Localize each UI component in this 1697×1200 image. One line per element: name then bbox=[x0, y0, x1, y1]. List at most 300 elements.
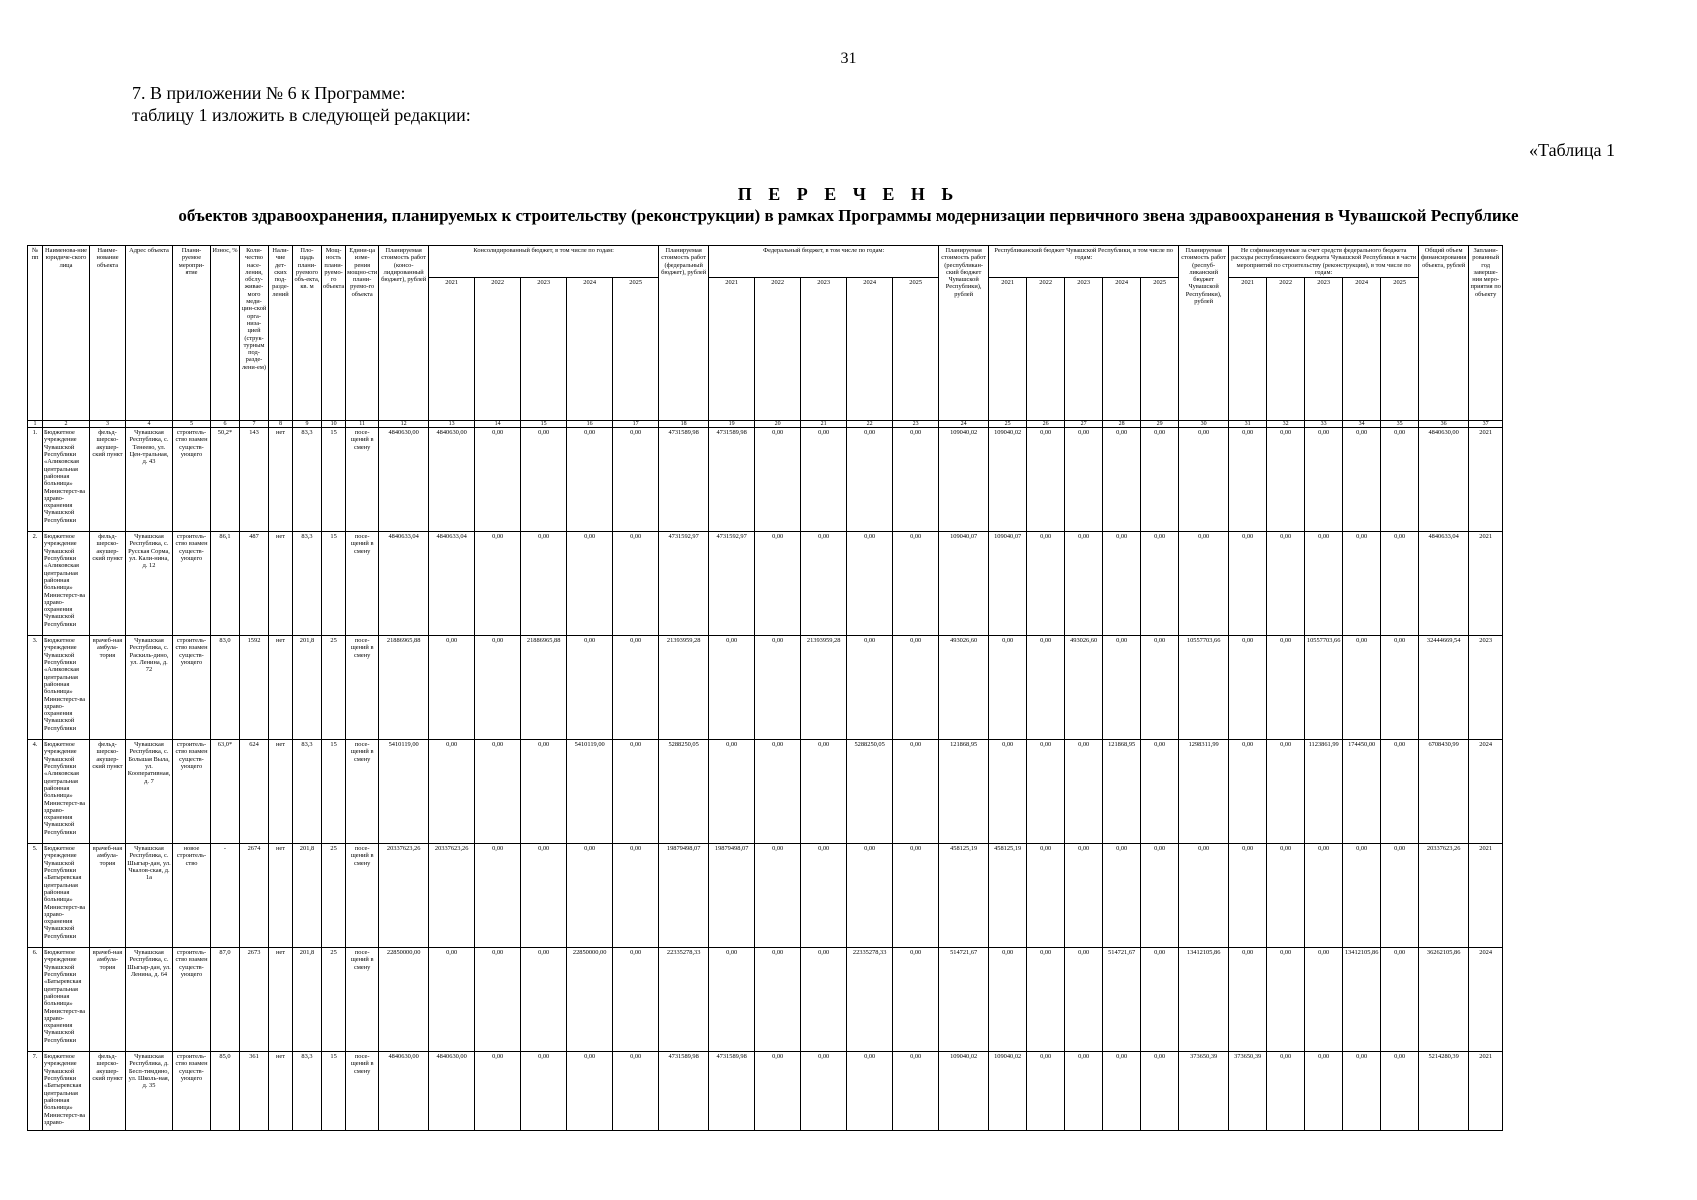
table-cell: Чувашская Республика, с. Тенеево, ул. Цен-тральная, д. 43 bbox=[126, 428, 173, 532]
table-cell: 0,00 bbox=[1381, 844, 1419, 948]
table-cell: 19879498,07 bbox=[709, 844, 755, 948]
table-cell: 0,00 bbox=[1305, 428, 1343, 532]
table-cell: 109040,02 bbox=[989, 428, 1027, 532]
table-cell: 4731592,97 bbox=[659, 532, 709, 636]
header-year: 2023 bbox=[1305, 278, 1343, 421]
table-cell: посе-щений в смену bbox=[346, 1052, 379, 1131]
table-cell: врачеб-ная амбула-тория bbox=[90, 636, 126, 740]
table-cell: 0,00 bbox=[567, 844, 613, 948]
header-year: 2024 bbox=[567, 278, 613, 421]
table-cell: 0,00 bbox=[521, 1052, 567, 1131]
table-cell: 13412105,86 bbox=[1179, 948, 1229, 1052]
column-number: 9 bbox=[293, 421, 322, 428]
table-cell: фельд-шерско-акушер-ский пункт bbox=[90, 1052, 126, 1131]
table-cell: 0,00 bbox=[1027, 636, 1065, 740]
table-cell: 83,0 bbox=[211, 636, 240, 740]
column-number: 13 bbox=[429, 421, 475, 428]
table-cell: Бюджетное учреждение Чувашской Республики «Аликовская центральная районная больница» Министерст-ва здраво-охранения Чувашской Республики bbox=[43, 636, 90, 740]
table-cell: 1592 bbox=[240, 636, 269, 740]
table-cell: 4840630,00 bbox=[1419, 428, 1469, 532]
table-cell: 0,00 bbox=[1343, 532, 1381, 636]
table-cell: 373650,39 bbox=[1179, 1052, 1229, 1131]
table-cell: Бюджетное учреждение Чувашской Республики «Батыревская центральная районная больница» Министерст-ва здраво-охранения Чувашской Республики bbox=[43, 844, 90, 948]
table-cell: 0,00 bbox=[709, 948, 755, 1052]
table-row bbox=[28, 844, 1503, 948]
table-cell: 0,00 bbox=[1343, 636, 1381, 740]
table-cell: 21886965,88 bbox=[521, 636, 567, 740]
table-cell: 0,00 bbox=[1229, 948, 1267, 1052]
table-cell: 1123861,99 bbox=[1305, 740, 1343, 844]
column-number: 7 bbox=[240, 421, 269, 428]
table-cell: 22335278,33 bbox=[659, 948, 709, 1052]
table-cell: 2673 bbox=[240, 948, 269, 1052]
table-cell: 0,00 bbox=[1267, 428, 1305, 532]
table-cell: 0,00 bbox=[755, 532, 801, 636]
header-consolidated-cost: Планируемая стоимость работ (консо-лидированный бюджет), рублей bbox=[379, 246, 429, 421]
table-cell: 15 bbox=[322, 740, 346, 844]
column-number: 22 bbox=[847, 421, 893, 428]
table-cell: посе-щений в смену bbox=[346, 428, 379, 532]
column-number: 20 bbox=[755, 421, 801, 428]
table-cell: Бюджетное учреждение Чувашской Республики «Аликовская центральная районная больница» Министерст-ва здраво-охранения Чувашской Республики bbox=[43, 532, 90, 636]
table-cell: 0,00 bbox=[1381, 636, 1419, 740]
table-cell: 19879498,07 bbox=[659, 844, 709, 948]
header-year-complete: Заплани-рованный год заверше-ния меро-приятия по объекту bbox=[1469, 246, 1503, 421]
table-cell: 0,00 bbox=[989, 740, 1027, 844]
header-area: Пло-щадь плани-руемого объ-екта, кв. м bbox=[293, 246, 322, 421]
table-cell: посе-щений в смену bbox=[346, 948, 379, 1052]
header-republic-cost-2: Планируемая стоимость работ (респуб-ликанский бюджет Чувашской Республики), рублей bbox=[1179, 246, 1229, 421]
table-cell: 0,00 bbox=[755, 844, 801, 948]
table-cell: нет bbox=[269, 532, 293, 636]
table-cell: фельд-шерско-акушер-ский пункт bbox=[90, 740, 126, 844]
table-cell: 0,00 bbox=[1103, 428, 1141, 532]
table-cell: строитель-ство взамен существ-ующего bbox=[173, 428, 211, 532]
table-cell: 0,00 bbox=[1141, 636, 1179, 740]
table-cell: 0,00 bbox=[893, 948, 939, 1052]
table-cell: 20337623,26 bbox=[379, 844, 429, 948]
table-cell: 201,8 bbox=[293, 844, 322, 948]
table-cell: 2021 bbox=[1469, 428, 1503, 532]
table-cell: 0,00 bbox=[1381, 532, 1419, 636]
table-cell: 0,00 bbox=[475, 1052, 521, 1131]
table-cell: 0,00 bbox=[429, 636, 475, 740]
table-cell: 15 bbox=[322, 1052, 346, 1131]
document-subtitle: объектов здравоохранения, планируемых к строительству (реконструкции) в рамках Программы модернизации первичного звена здравоохранения в Чувашской Республике bbox=[178, 206, 1519, 225]
table-cell: 0,00 bbox=[1267, 844, 1305, 948]
column-number: 24 bbox=[939, 421, 989, 428]
table-cell: 0,00 bbox=[1141, 1052, 1179, 1131]
table-cell: Чувашская Республика, с. Русская Сорма, ул. Кали-нина, д. 12 bbox=[126, 532, 173, 636]
table-cell: 0,00 bbox=[847, 844, 893, 948]
document-title: П Е Р Е Ч Е Н Ь bbox=[737, 184, 960, 204]
header-children: Нали-чие дет-ских под-разде-лений bbox=[269, 246, 293, 421]
table-cell: 0,00 bbox=[1343, 1052, 1381, 1131]
table-cell: 0,00 bbox=[893, 844, 939, 948]
table-cell: 2021 bbox=[1469, 844, 1503, 948]
table-cell: 0,00 bbox=[1229, 428, 1267, 532]
table-cell: 22335278,33 bbox=[847, 948, 893, 1052]
objects-table bbox=[27, 245, 1503, 1131]
intro-line-2: таблицу 1 изложить в следующей редакции: bbox=[132, 105, 471, 125]
table-cell: 0,00 bbox=[1065, 740, 1103, 844]
table-cell: 0,00 bbox=[1179, 844, 1229, 948]
table-cell: 21393959,28 bbox=[801, 636, 847, 740]
table-cell: Чувашская Республика, с. Шыгыр-дан, ул. Ленина, д. 64 bbox=[126, 948, 173, 1052]
table-cell: Чувашская Республика, с. Большая Выла, ул. Кооперативная, д. 7 bbox=[126, 740, 173, 844]
column-number: 16 bbox=[567, 421, 613, 428]
table-row bbox=[28, 740, 1503, 844]
table-cell: 0,00 bbox=[1141, 844, 1179, 948]
table-cell: 493026,60 bbox=[939, 636, 989, 740]
header-capacity: Мощ-ность плани-руемо-го объекта bbox=[322, 246, 346, 421]
table-cell: 0,00 bbox=[1103, 1052, 1141, 1131]
header-republic-cost: Планируемая стоимость работ (республикан-ский бюджет Чувашской Республики), рублей bbox=[939, 246, 989, 421]
table-cell: 0,00 bbox=[1229, 532, 1267, 636]
table-cell: 2024 bbox=[1469, 948, 1503, 1052]
table-cell: 0,00 bbox=[1065, 844, 1103, 948]
table-cell: 0,00 bbox=[1103, 532, 1141, 636]
table-cell: 0,00 bbox=[1381, 740, 1419, 844]
table-cell: 2021 bbox=[1469, 532, 1503, 636]
table-row bbox=[28, 948, 1503, 1052]
table-cell: 143 bbox=[240, 428, 269, 532]
table-cell: 4731592,97 bbox=[709, 532, 755, 636]
table-cell: посе-щений в смену bbox=[346, 636, 379, 740]
column-number: 26 bbox=[1027, 421, 1065, 428]
table-cell: 25 bbox=[322, 844, 346, 948]
table-cell: 4840630,00 bbox=[429, 1052, 475, 1131]
column-number: 17 bbox=[613, 421, 659, 428]
table-cell: 121868,95 bbox=[1103, 740, 1141, 844]
table-cell: 5410119,00 bbox=[379, 740, 429, 844]
table-cell: 0,00 bbox=[475, 532, 521, 636]
table-cell: 0,00 bbox=[893, 532, 939, 636]
table-cell: 0,00 bbox=[1027, 428, 1065, 532]
table-cell: Бюджетное учреждение Чувашской Республики «Батыревская центральная районная больница» Министерст-ва здраво- bbox=[43, 1052, 90, 1131]
table-cell: 0,00 bbox=[521, 532, 567, 636]
table-row bbox=[28, 1052, 1503, 1131]
intro-text bbox=[132, 82, 471, 126]
table-cell: 0,00 bbox=[567, 1052, 613, 1131]
table-cell: 4840630,00 bbox=[429, 428, 475, 532]
table-cell: 0,00 bbox=[1229, 740, 1267, 844]
table-cell: 0,00 bbox=[1065, 428, 1103, 532]
table-cell: 21393959,28 bbox=[659, 636, 709, 740]
table-cell: 4. bbox=[28, 740, 43, 844]
table-cell: 83,3 bbox=[293, 428, 322, 532]
table-cell: 0,00 bbox=[1141, 948, 1179, 1052]
table-cell: 0,00 bbox=[801, 1052, 847, 1131]
table-cell: 1. bbox=[28, 428, 43, 532]
table-cell: 0,00 bbox=[1027, 844, 1065, 948]
header-federal-cost: Планируемая стоимость работ (федеральный бюджет), рублей bbox=[659, 246, 709, 421]
header-year: 2022 bbox=[475, 278, 521, 421]
table-cell: 13412105,86 bbox=[1343, 948, 1381, 1052]
header-consolidated-group: Консолидированный бюджет, в том числе по годам: bbox=[429, 246, 659, 278]
table-cell: 22850000,00 bbox=[567, 948, 613, 1052]
header-year: 2025 bbox=[1141, 278, 1179, 421]
table-cell: 6708430,99 bbox=[1419, 740, 1469, 844]
table-cell: Бюджетное учреждение Чувашской Республики «Аликовская центральная районная больница» Министерст-ва здраво-охранения Чувашской Республики bbox=[43, 428, 90, 532]
table-cell: 87,0 bbox=[211, 948, 240, 1052]
table-cell: нет bbox=[269, 636, 293, 740]
header-year: 2025 bbox=[893, 278, 939, 421]
table-cell: 0,00 bbox=[475, 636, 521, 740]
header-wear: Износ, % bbox=[211, 246, 240, 421]
table-cell: 0,00 bbox=[755, 636, 801, 740]
table-cell: 0,00 bbox=[801, 948, 847, 1052]
column-number: 27 bbox=[1065, 421, 1103, 428]
table-cell: 0,00 bbox=[709, 740, 755, 844]
table-cell: 0,00 bbox=[755, 1052, 801, 1131]
table-cell: 109040,07 bbox=[939, 532, 989, 636]
column-number: 19 bbox=[709, 421, 755, 428]
table-cell: 5410119,00 bbox=[567, 740, 613, 844]
table-cell: 0,00 bbox=[755, 428, 801, 532]
table-cell: 0,00 bbox=[847, 1052, 893, 1131]
table-cell: 0,00 bbox=[1381, 1052, 1419, 1131]
column-number: 29 bbox=[1141, 421, 1179, 428]
table-cell: 0,00 bbox=[1065, 948, 1103, 1052]
table-cell: 0,00 bbox=[1065, 532, 1103, 636]
table-cell: 0,00 bbox=[475, 844, 521, 948]
table-cell: 4840633,04 bbox=[379, 532, 429, 636]
table-cell: 4731589,98 bbox=[709, 1052, 755, 1131]
table-cell: 5. bbox=[28, 844, 43, 948]
column-number: 31 bbox=[1229, 421, 1267, 428]
table-cell: 25 bbox=[322, 948, 346, 1052]
table-cell: 624 bbox=[240, 740, 269, 844]
column-number: 23 bbox=[893, 421, 939, 428]
header-year: 2022 bbox=[1027, 278, 1065, 421]
table-cell: строитель-ство взамен существ-ующего bbox=[173, 532, 211, 636]
table-cell: - bbox=[211, 844, 240, 948]
table-cell: 0,00 bbox=[1027, 532, 1065, 636]
table-cell: 3. bbox=[28, 636, 43, 740]
header-object: Наиме-нование объекта bbox=[90, 246, 126, 421]
table-cell: 4840630,00 bbox=[379, 1052, 429, 1131]
table-cell: 0,00 bbox=[521, 740, 567, 844]
table-cell: 0,00 bbox=[613, 636, 659, 740]
table-cell: 514721,67 bbox=[939, 948, 989, 1052]
table-cell: 0,00 bbox=[1027, 948, 1065, 1052]
table-cell: 0,00 bbox=[1027, 740, 1065, 844]
table-cell: 63,0* bbox=[211, 740, 240, 844]
table-cell: 0,00 bbox=[567, 636, 613, 740]
header-year: 2021 bbox=[429, 278, 475, 421]
header-year: 2025 bbox=[613, 278, 659, 421]
table-cell: 25 bbox=[322, 636, 346, 740]
table-cell: 109040,07 bbox=[989, 532, 1027, 636]
header-year: 2024 bbox=[1343, 278, 1381, 421]
table-cell: 373650,39 bbox=[1229, 1052, 1267, 1131]
table-cell: 1298311,99 bbox=[1179, 740, 1229, 844]
table-cell: 0,00 bbox=[1381, 428, 1419, 532]
table-cell: 174450,00 bbox=[1343, 740, 1381, 844]
table-cell: 109040,02 bbox=[939, 428, 989, 532]
table-cell: строитель-ство взамен существ-ующего bbox=[173, 636, 211, 740]
header-nonco-group: Не софинансируемые за счет средств федерального бюджета расходы республиканского бюджета Чувашской Республики в части мероприятий по строительству (реконструкции), в том числе по годам: bbox=[1229, 246, 1419, 278]
table-cell: 0,00 bbox=[613, 428, 659, 532]
table-cell: 36262105,86 bbox=[1419, 948, 1469, 1052]
table-cell: 0,00 bbox=[429, 740, 475, 844]
table-cell: 50,2* bbox=[211, 428, 240, 532]
table-cell: 514721,67 bbox=[1103, 948, 1141, 1052]
table-cell: строитель-ство взамен существ-ующего bbox=[173, 948, 211, 1052]
table-cell: 0,00 bbox=[1305, 532, 1343, 636]
header-year: 2023 bbox=[1065, 278, 1103, 421]
table-cell: 0,00 bbox=[801, 532, 847, 636]
column-number: 21 bbox=[801, 421, 847, 428]
header-total: Общий объем финансирования объекта, рублей bbox=[1419, 246, 1469, 421]
table-cell: 0,00 bbox=[521, 844, 567, 948]
table-cell: 0,00 bbox=[1141, 532, 1179, 636]
header-org: Наименова-ние юридиче-ского лица bbox=[43, 246, 90, 421]
table-cell: 6. bbox=[28, 948, 43, 1052]
header-num: № пп bbox=[28, 246, 43, 421]
table-cell: 20337623,26 bbox=[1419, 844, 1469, 948]
table-cell: 2023 bbox=[1469, 636, 1503, 740]
table-cell: 0,00 bbox=[475, 948, 521, 1052]
table-cell: нет bbox=[269, 844, 293, 948]
table-cell: Чувашская Республика, д. Бесп-тимдино, ул. Школь-ная, д. 35 bbox=[126, 1052, 173, 1131]
table-cell: 0,00 bbox=[613, 948, 659, 1052]
column-number: 12 bbox=[379, 421, 429, 428]
column-number: 36 bbox=[1419, 421, 1469, 428]
table-cell: 0,00 bbox=[1103, 844, 1141, 948]
header-year: 2023 bbox=[801, 278, 847, 421]
header-year: 2021 bbox=[989, 278, 1027, 421]
table-cell: 458125,19 bbox=[939, 844, 989, 948]
table-cell: 15 bbox=[322, 532, 346, 636]
table-cell: врачеб-ная амбула-тория bbox=[90, 948, 126, 1052]
table-cell: 4840633,04 bbox=[429, 532, 475, 636]
header-year: 2023 bbox=[521, 278, 567, 421]
table-cell: фельд-шерско-акушер-ский пункт bbox=[90, 532, 126, 636]
table-cell: 83,3 bbox=[293, 740, 322, 844]
table-cell: 0,00 bbox=[893, 428, 939, 532]
table-cell: 2674 bbox=[240, 844, 269, 948]
table-cell: 0,00 bbox=[801, 740, 847, 844]
column-number: 1 bbox=[28, 421, 43, 428]
table-cell: 10557703,66 bbox=[1179, 636, 1229, 740]
table-cell: 493026,60 bbox=[1065, 636, 1103, 740]
column-number: 11 bbox=[346, 421, 379, 428]
table-cell: 85,0 bbox=[211, 1052, 240, 1131]
column-number: 8 bbox=[269, 421, 293, 428]
table-cell: 0,00 bbox=[1027, 1052, 1065, 1131]
table-cell: 0,00 bbox=[1267, 1052, 1305, 1131]
column-number: 10 bbox=[322, 421, 346, 428]
page-number: 31 bbox=[840, 50, 857, 67]
table-cell: 0,00 bbox=[613, 1052, 659, 1131]
header-year: 2024 bbox=[1103, 278, 1141, 421]
column-number: 15 bbox=[521, 421, 567, 428]
table-cell: 0,00 bbox=[801, 428, 847, 532]
table-cell: 0,00 bbox=[1179, 428, 1229, 532]
table-cell: 201,8 bbox=[293, 636, 322, 740]
column-number: 33 bbox=[1305, 421, 1343, 428]
table-cell: посе-щений в смену bbox=[346, 532, 379, 636]
table-cell: 0,00 bbox=[429, 948, 475, 1052]
table-cell: 5214280,39 bbox=[1419, 1052, 1469, 1131]
table-cell: 0,00 bbox=[567, 532, 613, 636]
header-year: 2025 bbox=[1381, 278, 1419, 421]
table-cell: 4731589,98 bbox=[659, 1052, 709, 1131]
column-number: 37 bbox=[1469, 421, 1503, 428]
table-cell: посе-щений в смену bbox=[346, 740, 379, 844]
table-cell: 0,00 bbox=[1229, 844, 1267, 948]
table-reference: «Таблица 1 bbox=[1529, 140, 1615, 160]
column-number: 18 bbox=[659, 421, 709, 428]
header-year: 2021 bbox=[1229, 278, 1267, 421]
header-republic-group: Республиканский бюджет Чувашской Республики, в том числе по годам: bbox=[989, 246, 1179, 278]
table-cell: 0,00 bbox=[1229, 636, 1267, 740]
table-cell: 4731589,98 bbox=[709, 428, 755, 532]
table-cell: 15 bbox=[322, 428, 346, 532]
table-cell: 0,00 bbox=[893, 636, 939, 740]
table-cell: 2024 bbox=[1469, 740, 1503, 844]
table-cell: 5288250,05 bbox=[659, 740, 709, 844]
header-year: 2024 bbox=[847, 278, 893, 421]
table-cell: 0,00 bbox=[893, 740, 939, 844]
column-number: 34 bbox=[1343, 421, 1381, 428]
table-cell: 86,1 bbox=[211, 532, 240, 636]
table-cell: 0,00 bbox=[1267, 740, 1305, 844]
table-cell: новое строитель-ство bbox=[173, 844, 211, 948]
table-cell: 0,00 bbox=[989, 948, 1027, 1052]
table-cell: строитель-ство взамен существ-ующего bbox=[173, 1052, 211, 1131]
table-row bbox=[28, 428, 1503, 532]
table-cell: 487 bbox=[240, 532, 269, 636]
table-cell: 0,00 bbox=[847, 532, 893, 636]
header-year: 2022 bbox=[755, 278, 801, 421]
header-address: Адрес объекта bbox=[126, 246, 173, 421]
header-unit: Едини-ца изме-рения мощно-сти плани-руемо-го объекта bbox=[346, 246, 379, 421]
table-cell: 10557703,66 bbox=[1305, 636, 1343, 740]
table-cell: 121868,95 bbox=[939, 740, 989, 844]
table-cell: 0,00 bbox=[1179, 532, 1229, 636]
column-number: 30 bbox=[1179, 421, 1229, 428]
table-cell: 0,00 bbox=[1305, 1052, 1343, 1131]
table-cell: врачеб-ная амбула-тория bbox=[90, 844, 126, 948]
table-cell: 2. bbox=[28, 532, 43, 636]
column-number: 2 bbox=[43, 421, 90, 428]
table-cell: 4840633,04 bbox=[1419, 532, 1469, 636]
table-cell: 20337623,26 bbox=[429, 844, 475, 948]
table-cell: 0,00 bbox=[847, 636, 893, 740]
table-cell: 0,00 bbox=[755, 740, 801, 844]
table-cell: 0,00 bbox=[1065, 1052, 1103, 1131]
table-cell: 0,00 bbox=[613, 844, 659, 948]
header-measure: Плани-руемое меропри-ятие bbox=[173, 246, 211, 421]
table-cell: 201,8 bbox=[293, 948, 322, 1052]
header-row bbox=[28, 246, 1503, 278]
table-cell: 21886965,88 bbox=[379, 636, 429, 740]
table-cell: 0,00 bbox=[521, 948, 567, 1052]
table-cell: 109040,02 bbox=[989, 1052, 1027, 1131]
table-cell: 0,00 bbox=[847, 428, 893, 532]
table-cell: 4731589,98 bbox=[659, 428, 709, 532]
table-cell: 458125,19 bbox=[989, 844, 1027, 948]
header-federal-group: Федеральный бюджет, в том числе по годам: bbox=[709, 246, 939, 278]
table-cell: Чувашская Республика, с. Шыгыр-дан, ул. Чкалов-ская, д. 1а bbox=[126, 844, 173, 948]
table-cell: 361 bbox=[240, 1052, 269, 1131]
table-cell: 0,00 bbox=[709, 636, 755, 740]
table-cell: 0,00 bbox=[1381, 948, 1419, 1052]
table-cell: 0,00 bbox=[567, 428, 613, 532]
